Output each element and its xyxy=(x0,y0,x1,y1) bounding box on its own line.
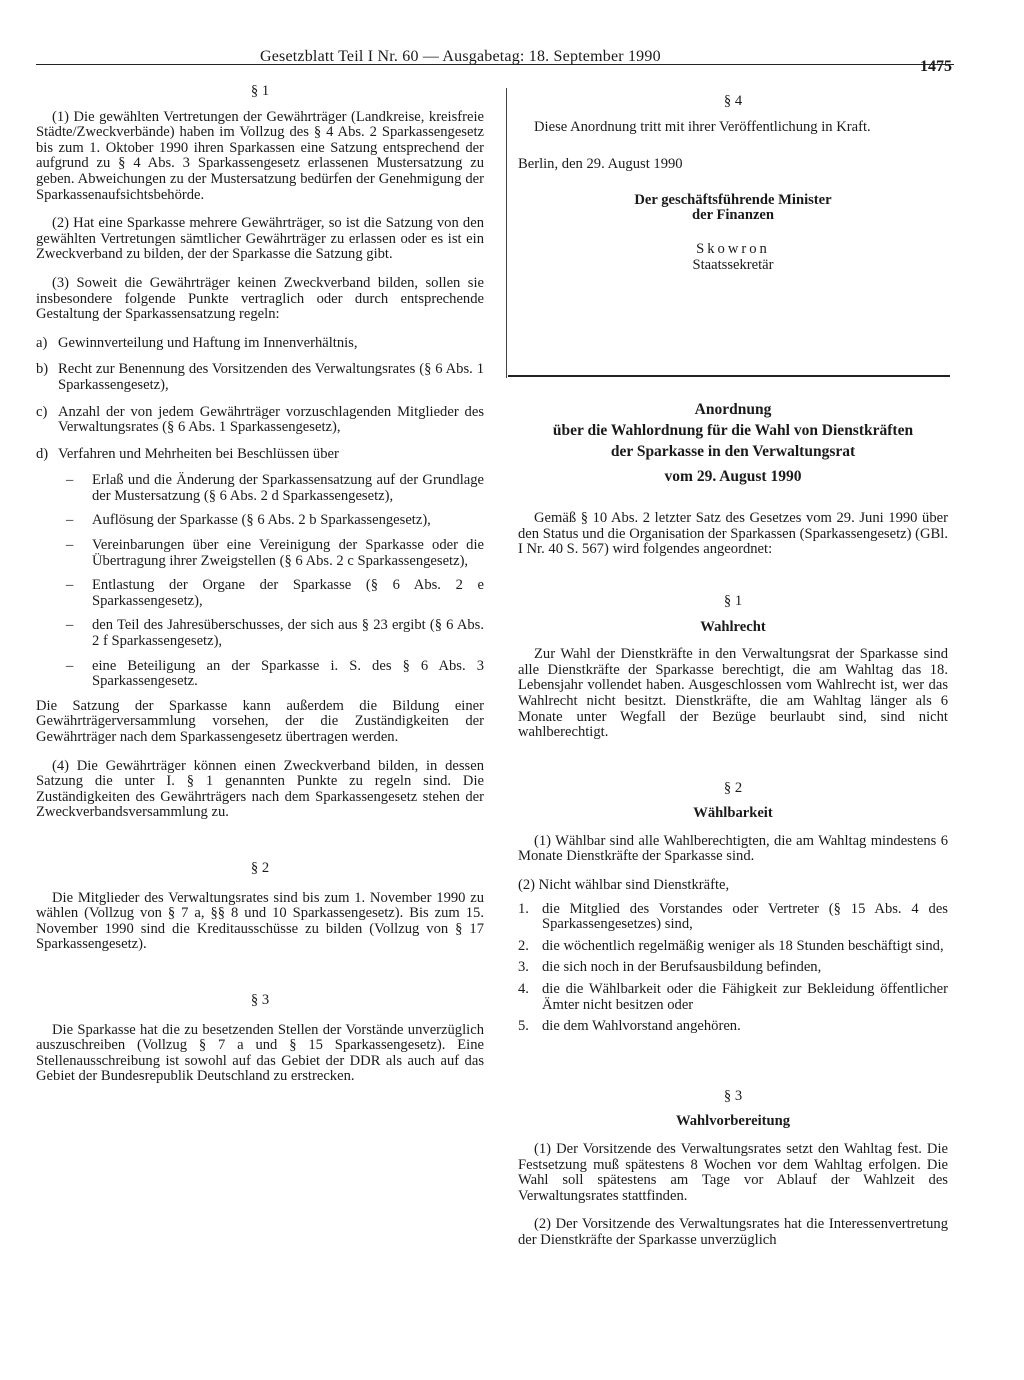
dash-item xyxy=(66,578,484,609)
column-divider xyxy=(506,88,507,378)
list-label: b) xyxy=(36,361,49,378)
ordinance-date: vom 29. August 1990 xyxy=(664,468,802,486)
section-heading: § 3 xyxy=(723,1087,743,1104)
section-heading: § 1 xyxy=(723,592,743,609)
dash-label: – xyxy=(66,577,74,594)
list-item xyxy=(36,336,484,352)
dash-text: Auflösung der Sparkasse (§ 6 Abs. 2 b Sparkassengesetz), xyxy=(92,512,431,529)
item-number: 3. xyxy=(518,959,529,976)
section-heading: § 2 xyxy=(723,779,743,796)
section-title: Wahlvorbereitung xyxy=(675,1113,791,1130)
dash-item xyxy=(66,473,484,504)
dash-label: – xyxy=(66,617,74,634)
list-item xyxy=(36,405,484,436)
paragraph: (2) Der Vorsitzende des Verwaltungsrates hat die Interessenvertretung der Dienstkräfte der Sparkasse unverzüglich xyxy=(518,1216,948,1248)
ordinance-title: Anordnung xyxy=(694,401,772,419)
dash-item xyxy=(66,618,484,649)
list-label: a) xyxy=(36,334,48,351)
paragraph: (3) Soweit die Gewährträger keinen Zweckverband bilden, sollen sie insbesondere folgende Punkte vertraglich oder durch entsprechende Gestaltung der Sparkassensatzung regeln: xyxy=(36,274,484,323)
signature-date: Berlin, den 29. August 1990 xyxy=(518,156,683,173)
ordinance-subtitle-2: der Sparkasse in den Verwaltungsrat xyxy=(610,443,856,461)
dash-text: Entlastung der Organe der Sparkasse (§ 6 Abs. 2 e Sparkassengesetz), xyxy=(92,577,484,609)
header-rule xyxy=(36,64,954,65)
item-text: die wöchentlich regelmäßig weniger als 18 Stunden beschäftigt sind, xyxy=(542,937,944,954)
section-heading: § 2 xyxy=(250,859,270,876)
dash-label: – xyxy=(66,512,74,529)
dash-item xyxy=(66,538,484,569)
paragraph: (1) Wählbar sind alle Wahlberechtigten, die am Wahltag mindestens 6 Monate Dienstkräfte der Sparkasse sind. xyxy=(518,832,948,865)
running-head: Gesetzblatt Teil I Nr. 60 — Ausgabetag: 18. September 1990 xyxy=(260,48,661,65)
item-number: 5. xyxy=(518,1018,529,1035)
list-text: Verfahren und Mehrheiten bei Beschlüssen über xyxy=(58,445,339,462)
dash-text: Vereinbarungen über eine Vereinigung der Sparkasse oder die Übertragung ihrer Zweigstellen (§ 6 Abs. 2 c Sparkassengesetz), xyxy=(92,537,484,569)
signatory-office-line-2: der Finanzen xyxy=(691,207,775,224)
paragraph: (2) Nicht wählbar sind Dienstkräfte, xyxy=(518,877,730,894)
item-text: die sich noch in der Berufsausbildung befinden, xyxy=(542,959,822,976)
item-number: 1. xyxy=(518,900,529,917)
numbered-item xyxy=(518,939,948,955)
paragraph: Diese Anordnung tritt mit ihrer Veröffentlichung in Kraft. xyxy=(534,118,871,135)
list-item xyxy=(36,362,484,393)
dash-item xyxy=(66,513,484,529)
dash-item xyxy=(66,659,484,690)
list-text: Recht zur Benennung des Vorsitzenden des Verwaltungsrates (§ 6 Abs. 1 Sparkassengesetz), xyxy=(58,361,484,393)
section-heading: § 4 xyxy=(723,93,743,109)
section-title: Wählbarkeit xyxy=(693,805,773,822)
signatory-role: Staatssekretär xyxy=(692,256,774,273)
item-number: 4. xyxy=(518,981,529,998)
dash-text: Erlaß und die Änderung der Sparkassensatzung auf der Grundlage der Mustersatzung (§ 6 Abs. 2 d Sparkassengesetz), xyxy=(92,472,484,504)
numbered-item xyxy=(518,902,948,933)
item-text: die Mitglied des Vorstandes oder Vertreter (§ 15 Abs. 4 des Sparkassengesetzes) sind, xyxy=(542,900,948,933)
paragraph: Gemäß § 10 Abs. 2 letzter Satz des Gesetzes vom 29. Juni 1990 über den Status und die Organisation der Sparkassen (Sparkassengesetz) (GBl. I Nr. 40 S. 567) wird folgendes angeordnet: xyxy=(518,510,948,558)
paragraph: (1) Die gewählten Vertretungen der Gewährträger (Landkreise, kreisfreie Städte/Zweckverbände) haben im Vollzug des § 4 Abs. 2 Sparkassengesetz bis zum 1. Oktober 1990 ihren Sparkassen eine Satzung entsprechend der aufgrund zu § 4 Abs. 3 Sparkassengesetz erlassenen Mustersatzung zu geben. Abweichungen zu der Mustersatzung bedürfen der Genehmigung der Sparkassenaufsichtsbehörde. xyxy=(36,108,484,203)
section-heading: § 1 xyxy=(250,83,270,99)
dash-label: – xyxy=(66,657,74,674)
list-text: Gewinnverteilung und Haftung im Innenverhältnis, xyxy=(58,334,358,351)
list-item xyxy=(36,447,484,463)
left-column xyxy=(36,84,484,1098)
dash-label: – xyxy=(66,472,74,489)
item-text: die die Wählbarkeit oder die Fähigkeit zur Bekleidung öffentlicher Ämter nicht besitzen oder xyxy=(542,981,948,1013)
right-column xyxy=(518,94,948,1262)
numbered-item xyxy=(518,960,948,976)
section-title: Wahlrecht xyxy=(700,618,766,635)
section-heading: § 3 xyxy=(250,991,270,1008)
signatory-name: Skowron xyxy=(696,240,770,257)
list-text: Anzahl der von jedem Gewährträger vorzuschlagenden Mitglieder des Verwaltungsrates (§ 6 Abs. 1 Sparkassengesetz), xyxy=(58,403,484,436)
paragraph: Die Mitglieder des Verwaltungsrates sind bis zum 1. November 1990 zu wählen (Vollzug von § 7 a, §§ 8 und 10 Sparkassengesetz). Bis zum 15. November 1990 sind die Kreditausschüsse zu bilden (Vollzug von § 17 Sparkassengesetz). xyxy=(36,889,484,953)
paragraph: (4) Die Gewährträger können einen Zweckverband bilden, in dessen Satzung die unter I. § 1 genannten Punkte zu regeln sind. Die Zuständigkeiten des Gewährträgers nach dem Sparkassengesetz stehen der Zweckverbandsversammlung zu. xyxy=(36,757,484,821)
numbered-item xyxy=(518,1019,948,1035)
paragraph: Zur Wahl der Dienstkräfte in den Verwaltungsrat der Sparkasse sind alle Dienstkräfte der Sparkasse berechtigt, die am Wahltag das 18. Lebensjahr vollendet haben. Ausgeschlossen vom Wahlrecht ist, wer das Wahlrecht nicht besitzt. Dienstkräfte, die am Wahltag länger als 6 Monate unter Wegfall der Bezüge beurlaubt sind, sind nicht wahlberechtigt. xyxy=(518,646,948,741)
paragraph: (2) Hat eine Sparkasse mehrere Gewährträger, so ist die Satzung von den gewählten Vertretungen sämtlicher Gewährträger zu erlassen oder es ist ein Zweckverband zu bilden, der der Sparkasse die Satzung gibt. xyxy=(36,215,484,263)
list-label: d) xyxy=(36,445,49,462)
dash-text: eine Beteiligung an der Sparkasse i. S. des § 6 Abs. 3 Sparkassengesetz. xyxy=(92,657,484,690)
signatory-office-line-1: Der geschäftsführende Minister xyxy=(634,191,832,208)
dash-label: – xyxy=(66,537,74,554)
ordinance-subtitle-1: über die Wahlordnung für die Wahl von Dienstkräften xyxy=(552,422,914,440)
paragraph: Die Satzung der Sparkasse kann außerdem die Bildung einer Gewährträgerversammlung vorsehen, der die Zuständigkeiten der Gewährträger nach dem Sparkassengesetz übertragen werden. xyxy=(36,697,484,745)
dash-text: den Teil des Jahresüberschusses, der sich aus § 23 ergibt (§ 6 Abs. 2 f Sparkassengesetz), xyxy=(92,617,484,650)
paragraph: (1) Der Vorsitzende des Verwaltungsrates setzt den Wahltag fest. Die Festsetzung muß spätestens 8 Wochen vor dem Wahltag erfolgen. Die Wahl soll spätestens am Tage vor Ablauf der Wahlzeit des Verwaltungsrates stattfinden. xyxy=(518,1141,948,1204)
item-text: die dem Wahlvorstand angehören. xyxy=(542,1018,741,1035)
numbered-item xyxy=(518,982,948,1013)
list-label: c) xyxy=(36,403,48,420)
page-number: 1475 xyxy=(920,58,952,75)
paragraph: Die Sparkasse hat die zu besetzenden Stellen der Vorstände unverzüglich auszuschreiben (Vollzug § 7 a und § 15 Sparkassengesetz). Eine Stellenausschreibung ist sowohl auf das Gebiet der DDR als auch auf das Gebiet der Bundesrepublik Deutschland zu erstrecken. xyxy=(36,1021,484,1085)
item-number: 2. xyxy=(518,937,529,954)
